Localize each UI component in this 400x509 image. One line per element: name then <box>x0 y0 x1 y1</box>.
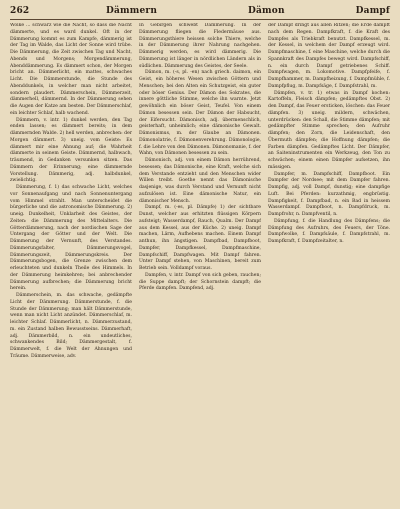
running-head-center: Dämon <box>248 6 285 16</box>
page-header <box>10 6 390 20</box>
entry-paragraph: In Gebirgen schwebt Dämmerung. In der Dämmerung fliegen die Fledermäuse aus. Dämmerungsthiere heissen solche Thiere, welche in der Dämmerung ihrer Nahrung nachgehen. Dämmerig werden, es wird dämmerig. Die Dämmerung ist länger in nördlichen Ländern als in südlichen. Dämmerung des Geistes, der Seele. <box>139 23 261 69</box>
running-head-right: Dampf <box>355 6 390 16</box>
header-rule <box>10 19 390 20</box>
text-column-2 <box>139 23 261 503</box>
entry-paragraph: Dämonisch, adj. von einem Dämon herrührend, besessen; das Dämonische, eine Kraft, welche sich dem Verstande entzieht und den Menschen wider Willen treibt. Goethe nennt das Dämonische dasjenige, was durch Verstand und Vernunft nicht aufzulösen ist. Eine dämonische Natur, ein dämonischer Mensch. <box>139 158 261 204</box>
entry-paragraph: Dämpfung, f. die Handlung des Dämpfens; die Dämpfung des Aufruhrs, des Feuers, der Töne. Dampfwolke, f. Dampfsäule, f. Dampfstrahl, m. Dampfkraft, f. Dampfzeitalter, n. <box>268 218 390 244</box>
entry-paragraph: Dampfen, v. intr. Dampf von sich geben, rauchen; die Suppe dampft; der Schornstein dampft; die Pferde dampfen. Dampfend, adj. <box>139 272 261 292</box>
page-number: 262 <box>10 6 30 16</box>
entry-paragraph: Wolke ... schwarz wie die Nacht, so dass die Nacht dämmerte, und es ward dunkel. Oft in der Dämmerung kommt es zum Kampfe, dämmerig ist der Tag im Walde, das Licht der Sonne wird trübe. Die Dämmerung, die Zeit zwischen Tag und Nacht, Abends und Morgens; Morgendämmerung, Abenddämmerung. Es dämmert schon, der Morgen bricht an. Dämmerlicht, ein mattes, schwaches Licht. Die Dämmerstunde, die Stunde des Abenddunkels, in welcher man nicht arbeitet, sondern plaudert. Dämmerschein, Dämmerzeit, dämmerhell, dämmernd. In der Dämmerung sehen die Augen der Katze am besten. Der Dämmerschlaf, ein leichter Schlaf, halb wachend. <box>10 23 132 116</box>
running-head-left: Dämmern <box>106 6 158 16</box>
entry-paragraph: Dämpfen, v. tr. 1) etwas in Dampf kochen: Kartoffeln, Fleisch dämpfen; gedämpftes Obst. 2) den Dampf, das Feuer ersticken, löschen: das Feuer dämpfen. 3) uneig. mildern, schwächen, unterdrücken: den Schall, die Stimme dämpfen; mit gedämpfter Stimme sprechen; den Aufruhr dämpfen; den Zorn, die Leidenschaft, den Übermuth dämpfen; die Hoffnung dämpfen; die Farben dämpfen. Gedämpftes Licht. Der Dämpfer, an Saiteninstrumenten ein Werkzeug, den Ton zu schwächen; einem einen Dämpfer aufsetzen, ihn mässigen. <box>268 90 390 170</box>
entry-paragraph: der Dampf dringt aus allen Ritzen; die Erde dampft nach dem Regen. Dampfkraft, f. die Kraft des Dampfes als Triebkraft benutzt. Dampfkessel, m. der Kessel, in welchem der Dampf erzeugt wird. Dampfmaschine, f. eine Maschine, welche durch die Spannkraft des Dampfes bewegt wird. Dampfschiff, n. ein durch Dampf getriebenes Schiff. Dampfwagen, m. Lokomotive. Dampfpfeife, f. Dampfhammer, m. Dampfheizung, f. Dampfmühle, f. Dampfpflug, m. Dampfsäge, f. Dampfstrahl, m. <box>268 23 390 89</box>
text-column-3 <box>268 23 390 503</box>
entry-paragraph: Dämon, m. (-s, pl. -en) nach griech. daimon, ein Geist, ein höheres Wesen zwischen Göttern und Menschen; bei den Alten ein Schutzgeist, ein guter oder böser Genius. Der Dämon des Sokrates, die innere göttliche Stimme, welche ihn warnte. Jetzt gewöhnlich ein böser Geist, Teufel. Von einem Dämon besessen sein. Der Dämon der Habsucht, der Eifersucht. Dämonisch, adj. übermenschlich, geisterhaft, unheimlich; eine dämonische Gewalt. Dämonismus, m. der Glaube an Dämonen. Dämonolatrie, f. Dämonenverehrung. Dämonologie, f. die Lehre von den Dämonen. Dämonomanie, f. der Wahn, von Dämonen besessen zu sein. <box>139 70 261 157</box>
entry-paragraph: Dampf, m. (-es, pl. Dämpfe) 1) der sichtbare Dunst, welcher aus erhitzten flüssigen Körpern aufsteigt; Wasserdampf, Rauch, Qualm. Der Dampf aus dem Kessel, aus der Küche. 2) uneig. Dampf machen, Lärm, Aufhebens machen. Einem Dampf anthun, ihn ängstigen. Dampfbad, Dampfboot, Dampfer, Dampfkessel, Dampfmaschine, Dampfschiff, Dampfwagen. Mit Dampf fahren. Unter Dampf stehen, von Maschinen, bereit zum Betrieb sein. Volldampf voraus. <box>139 205 261 271</box>
entry-paragraph: Dämmern, v. intr. 1) dunkel werden, den Tag enden lassen; es dämmert bereits; in dem dämmernden Walde. 2) hell werden, anbrechen: der Morgen dämmert. 3) uneig. vom Geiste: Es dämmert mir eine Ahnung auf; die Wahrheit dämmerte in seinem Geiste. Dämmernd, halbwach, träumend, in Gedanken versunken sitzen. Das Dämmern der Erinnerung; eine dämmernde Vorstellung. Dämmerig, adj. halbdunkel, zwielichtig. <box>10 117 132 184</box>
entry-paragraph: Dämmerung, f. 1) das schwache Licht, welches vor Sonnenaufgang und nach Sonnenuntergang vom Himmel strahlt. Man unterscheidet die bürgerliche und die astronomische Dämmerung. 2) uneig. Dunkelheit, Unklarheit des Geistes, der Zeiten: die Dämmerung des Mittelalters. Die Götterdämmerung, nach der nordischen Sage der Untergang der Götter und der Welt. Die Dämmerung der Vernunft, des Verstandes. Dämmerungsfalter, Dämmerungsvogel, Dämmerungszeit, Dämmerungskreis. Der Dämmerungsbogen, die Grenze zwischen dem erleuchteten und dunkeln Theile des Himmels. In der Dämmerung heimkehren; bei anbrechender Dämmerung aufbrechen; die Dämmerung bricht herein. <box>10 185 132 292</box>
entry-paragraph: Dampfer, m. Dampfschiff, Dampfboot. Ein Dampfer der Nordsee; mit dem Dampfer fahren. Dampfig, adj. voll Dampf, dunstig; eine dampfige Luft. Bei Pferden: kurzathmig, engbrüstig. Dampfigkeit, f. Dampfbad, n. ein Bad in heissem Wasserdampf. Dampfboot, n. Dampfdruck, m. Dampfrohr, n. Dampfventil, n. <box>268 171 390 217</box>
text-column-1 <box>10 23 132 503</box>
entry-paragraph: Dämmerschein, m. das schwache, gedämpfte Licht der Dämmerung. Dämmerstunde, f. die Stunde der Dämmerung; man hält Dämmerstunde, wenn man nicht Licht anzündet. Dämmerschlaf, m. leichter Schlaf. Dämmerlicht, n. Dämmerzustand, m. ein Zustand halben Bewusstseins. Dämmerhaft, adj. Dämmerbild, n. ein undeutliches, schwankendes Bild; Dämmergestalt, f. Dämmerwelt, f. die Welt der Ahnungen und Träume. Dämmerweise, adv. <box>10 293 132 359</box>
